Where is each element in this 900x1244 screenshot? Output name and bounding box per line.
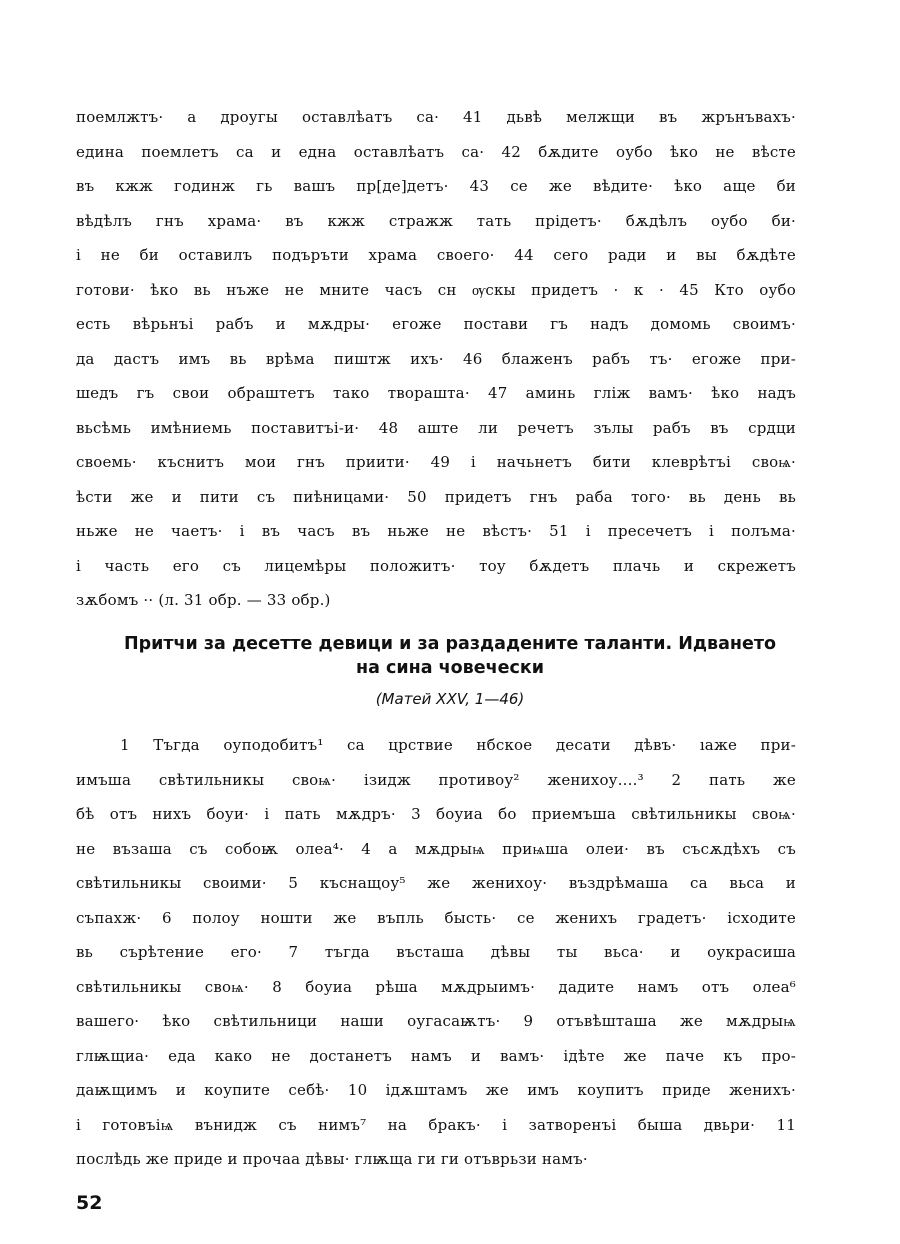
text-line: свѣтильникы своѩ· 8 боуиа рѣша мѫдрыимъ· дадите намъ отъ олеа⁶ (76, 977, 796, 996)
page-number: 52 (76, 1192, 103, 1214)
text-line: і часть его съ лицемѣры положитъ· тоу бѫдетъ плачь и скрежетъ (76, 556, 796, 575)
section-heading-line: Притчи за десетте девици и за раздадените таланти. Идването (123, 634, 777, 654)
text-line: имъша свѣтильникы своѩ· ізидж противоу² женихоу....³ 2 пать же (76, 770, 796, 789)
text-line: бѣ отъ нихъ боуи· і пать мѫдръ· 3 боуиа бо приемъша свѣтильникы своѩ· (76, 805, 796, 823)
text-line: вашего· ѣко свѣтильници наши оугасаѭтъ· 9 отъвѣшташа же мѫдрыѩ (76, 1012, 796, 1030)
text-line: ньже не чаетъ· і въ часъ въ ньже не вѣстъ· 51 і пресечетъ і полъма· (76, 522, 796, 540)
source-reference: (Матей XXV, 1—46) (375, 690, 525, 708)
text-line: зѫбомъ ·· (л. 31 обр. — 33 обр.) (76, 591, 331, 609)
bottom-text-block (76, 728, 796, 1177)
text-line: поемлжтъ· а дроугы оставлѣатъ са· 41 дьвѣ мелжщи въ жрънъвахъ· (76, 108, 796, 126)
text-line: шедъ гъ свои обраштетъ тако творашта· 47 аминь гліж вамъ· ѣко надъ (76, 384, 796, 402)
text-line: і не би оставилъ подъръти храма своего· 44 сего ради и вы бѫдѣте (76, 246, 796, 264)
text-line: своемь· къснитъ мои гнъ приити· 49 і начьнетъ бити клеврѣтъі своѩ· (76, 453, 796, 471)
text-line: послѣдь же приде и прочаа дѣвы· глѭща ги ги отъврьзи намъ· (76, 1150, 588, 1168)
text-line: въ кжж годинж гь вашъ пр[де]детъ· 43 се же вѣдите· ѣко аще би (76, 177, 796, 195)
text-line: готови· ѣко вь нъже не мните часъ сн ѹскы придетъ · к · 45 Кто оубо (76, 280, 796, 299)
text-line: да дастъ имъ вь врѣма пиштж ихъ· 46 блаженъ рабъ тъ· егоже при- (76, 349, 796, 368)
text-line: вѣдѣлъ гнъ храма· въ кжж стражж тать прідетъ· бѫдѣлъ оубо би· (76, 211, 796, 230)
section-heading (80, 632, 820, 680)
text-line: і готовъіѩ вънидж съ нимъ⁷ на бракъ· і затворенъі быша двьри· 11 (76, 1115, 796, 1134)
text-line: 1 Тъгда оуподобитъ¹ са црствие нбское десати дѣвъ· ıаже при- (120, 736, 796, 754)
text-line: даѭщимъ и коупите себѣ· 10 ідѫштамъ же имъ коупитъ приде женихъ· (76, 1081, 796, 1099)
text-line: есть вѣрьнъі рабъ и мѫдры· егоже постави гъ надъ домомь своимъ· (76, 315, 796, 333)
text-line: глѭщиа· еда како не достанетъ намъ и вамъ· ідѣте же паче къ про- (76, 1046, 796, 1065)
text-line: съпахж· 6 полоу ношти же въпль бысть· се женихъ градетъ· ісходите (76, 908, 796, 927)
text-line: вь сърѣтение его· 7 тъгда въсташа дѣвы ты вьса· и оукрасиша (76, 943, 796, 961)
section-heading-line: на сина човечески (356, 658, 544, 678)
top-text-block (76, 100, 796, 618)
text-line: едина поемлетъ са и една оставлѣатъ са· 42 бѫдите оубо ѣко не вѣсте (76, 142, 796, 161)
text-line: свѣтильникы своими· 5 къснащоу⁵ же жениxоу· въздрѣмаша са вьса и (76, 874, 796, 892)
text-line: вьсѣмь имѣниемь поставитъі-и· 48 аште ли речетъ зълы рабъ въ срдци (76, 418, 796, 437)
text-line: не възаша съ собоѭ олеа⁴· 4 а мѫдрыѩ приѩша олеи· въ съсѫдѣхъ съ (76, 839, 796, 858)
text-line: ѣсти же и пити съ пиѣницами· 50 придетъ гнъ раба того· вь день вь (76, 487, 796, 506)
